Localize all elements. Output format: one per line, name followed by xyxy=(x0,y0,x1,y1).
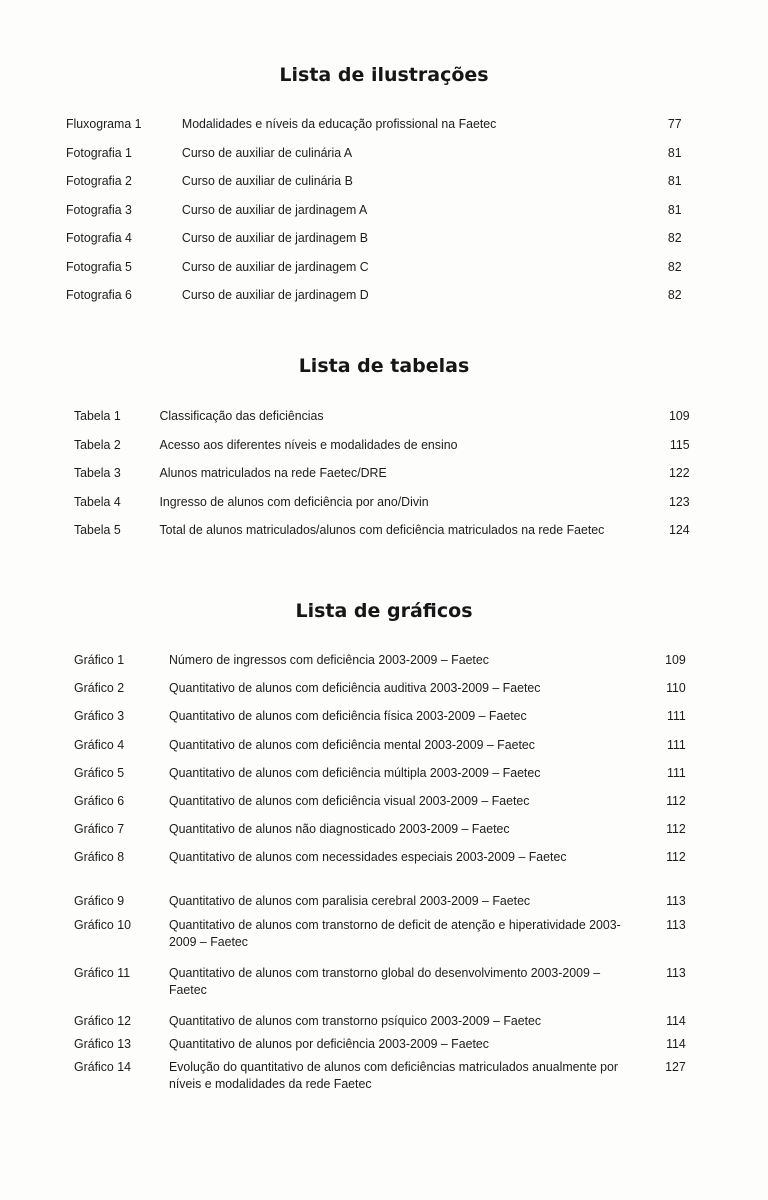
list-item xyxy=(74,493,692,522)
item-description: Quantitativo de alunos com transtorno global do desenvolvimento 2003-2009 – Faetec xyxy=(169,965,601,998)
list-item xyxy=(74,464,692,493)
item-label: Tabela 1 xyxy=(74,408,121,423)
item-page: 82 xyxy=(667,287,682,302)
list-item xyxy=(74,521,692,559)
list-item xyxy=(74,792,701,820)
illustrations-list xyxy=(66,115,716,315)
item-label: Fotografia 6 xyxy=(66,287,132,302)
item-description: Quantitativo de alunos com paralisia cerebral 2003-2009 – Faetec xyxy=(169,893,531,909)
item-label: Fotografia 3 xyxy=(66,201,132,217)
list-item xyxy=(74,820,701,848)
section-title: Lista de gráficos xyxy=(295,600,473,622)
item-page: 115 xyxy=(669,436,690,452)
list-item xyxy=(74,679,701,707)
item-label: Gráfico 4 xyxy=(74,736,125,752)
item-description: Evolução do quantitativo de alunos com deficiências matriculados anualmente por níveis e modalidades da rede Faetec xyxy=(169,1059,618,1092)
item-description: Quantitativo de alunos com deficiência visual 2003-2009 – Faetec xyxy=(169,792,530,808)
item-page: 123 xyxy=(668,493,690,509)
item-description: Número de ingressos com deficiência 2003-2009 – Faetec xyxy=(169,652,489,667)
item-page: 112 xyxy=(666,792,686,808)
item-page: 109 xyxy=(665,652,686,667)
item-description: Alunos matriculados na rede Faetec/DRE xyxy=(159,465,387,480)
item-label: Tabela 3 xyxy=(74,465,121,480)
item-description: Quantitativo de alunos com deficiência mental 2003-2009 – Faetec xyxy=(169,736,535,752)
item-description: Curso de auxiliar de jardinagem C xyxy=(181,258,369,274)
item-page: 112 xyxy=(666,849,686,865)
list-item xyxy=(74,736,701,764)
item-description: Quantitativo de alunos com transtorno de deficit de atenção e hiperatividade 2003-2009 – Faetec xyxy=(169,917,621,950)
section-title: Lista de ilustrações xyxy=(279,64,489,86)
item-description: Quantitativo de alunos com necessidades especiais 2003-2009 – Faetec xyxy=(169,849,567,865)
item-page: 114 xyxy=(666,1013,686,1029)
item-label: Gráfico 13 xyxy=(74,1036,131,1052)
item-label: Fotografia 2 xyxy=(66,173,132,188)
list-item xyxy=(74,964,701,1012)
list-item xyxy=(66,229,684,258)
item-description: Curso de auxiliar de culinária A xyxy=(181,144,353,160)
item-label: Gráfico 11 xyxy=(74,965,131,981)
item-page: 111 xyxy=(667,708,686,724)
list-item xyxy=(66,258,684,287)
item-description: Acesso aos diferentes níveis e modalidades de ensino xyxy=(159,436,458,452)
list-item xyxy=(66,201,684,230)
item-page: 82 xyxy=(667,258,682,274)
list-item xyxy=(74,1012,701,1035)
item-label: Gráfico 9 xyxy=(74,893,125,909)
item-label: Gráfico 8 xyxy=(74,849,125,865)
list-item xyxy=(74,651,701,679)
item-page: 77 xyxy=(667,116,682,131)
item-description: Curso de auxiliar de jardinagem B xyxy=(181,230,368,245)
item-label: Fotografia 4 xyxy=(66,230,132,245)
item-page: 111 xyxy=(667,736,686,752)
list-item xyxy=(74,848,701,892)
item-description: Classificação das deficiências xyxy=(159,408,324,423)
list-item xyxy=(74,436,692,465)
item-page: 81 xyxy=(667,201,682,217)
tables-list xyxy=(74,407,724,559)
item-page: 81 xyxy=(667,173,682,188)
item-label: Gráfico 1 xyxy=(74,652,125,667)
item-label: Gráfico 5 xyxy=(74,764,125,780)
list-item xyxy=(74,1035,701,1058)
item-description: Ingresso de alunos com deficiência por ano/Divin xyxy=(159,493,429,509)
list-item xyxy=(74,707,701,735)
item-page: 82 xyxy=(667,230,682,245)
item-label: Gráfico 14 xyxy=(74,1059,131,1075)
item-label: Fotografia 1 xyxy=(66,144,132,160)
item-label: Tabela 5 xyxy=(74,522,121,537)
item-description: Modalidades e níveis da educação profissional na Faetec xyxy=(181,116,497,131)
item-page: 113 xyxy=(666,893,686,909)
item-label: Gráfico 12 xyxy=(74,1013,131,1029)
item-page: 113 xyxy=(666,917,686,933)
charts-list xyxy=(74,651,734,1102)
item-description: Quantitativo de alunos com deficiência múltipla 2003-2009 – Faetec xyxy=(169,764,541,780)
list-item xyxy=(74,892,701,916)
item-description: Quantitativo de alunos com deficiência física 2003-2009 – Faetec xyxy=(169,708,527,724)
item-label: Gráfico 3 xyxy=(74,708,125,724)
item-description: Curso de auxiliar de jardinagem D xyxy=(181,287,369,302)
item-description: Quantitativo de alunos com deficiência auditiva 2003-2009 – Faetec xyxy=(169,680,541,696)
item-page: 111 xyxy=(667,764,686,780)
item-label: Gráfico 2 xyxy=(74,680,125,696)
item-label: Gráfico 7 xyxy=(74,821,125,837)
item-description: Total de alunos matriculados/alunos com deficiência matriculados na rede Faetec xyxy=(159,522,605,537)
list-item xyxy=(66,144,684,173)
list-item xyxy=(74,764,701,792)
item-page: 112 xyxy=(666,821,686,837)
item-page: 113 xyxy=(666,965,686,981)
item-page: 81 xyxy=(667,144,682,160)
item-page: 114 xyxy=(666,1036,686,1052)
item-label: Gráfico 6 xyxy=(74,792,125,808)
item-label: Tabela 2 xyxy=(74,436,121,452)
item-page: 122 xyxy=(668,465,690,480)
list-item xyxy=(66,172,684,201)
section-title: Lista de tabelas xyxy=(298,355,470,377)
item-label: Fotografia 5 xyxy=(66,258,132,274)
item-page: 127 xyxy=(665,1059,686,1075)
item-label: Fluxograma 1 xyxy=(66,116,142,131)
item-description: Curso de auxiliar de culinária B xyxy=(181,173,353,188)
item-label: Gráfico 10 xyxy=(74,917,131,933)
item-description: Quantitativo de alunos por deficiência 2003-2009 – Faetec xyxy=(169,1036,489,1052)
list-item xyxy=(74,407,692,436)
list-item xyxy=(74,1058,701,1102)
item-page: 109 xyxy=(668,408,690,423)
list-item xyxy=(66,286,684,315)
item-page: 110 xyxy=(666,680,686,696)
item-description: Quantitativo de alunos com transtorno psíquico 2003-2009 – Faetec xyxy=(169,1013,542,1029)
item-description: Quantitativo de alunos não diagnosticado 2003-2009 – Faetec xyxy=(169,821,510,837)
item-label: Tabela 4 xyxy=(74,493,121,509)
list-item xyxy=(66,115,684,144)
list-item xyxy=(74,916,701,964)
item-description: Curso de auxiliar de jardinagem A xyxy=(181,201,368,217)
item-page: 124 xyxy=(668,522,690,537)
